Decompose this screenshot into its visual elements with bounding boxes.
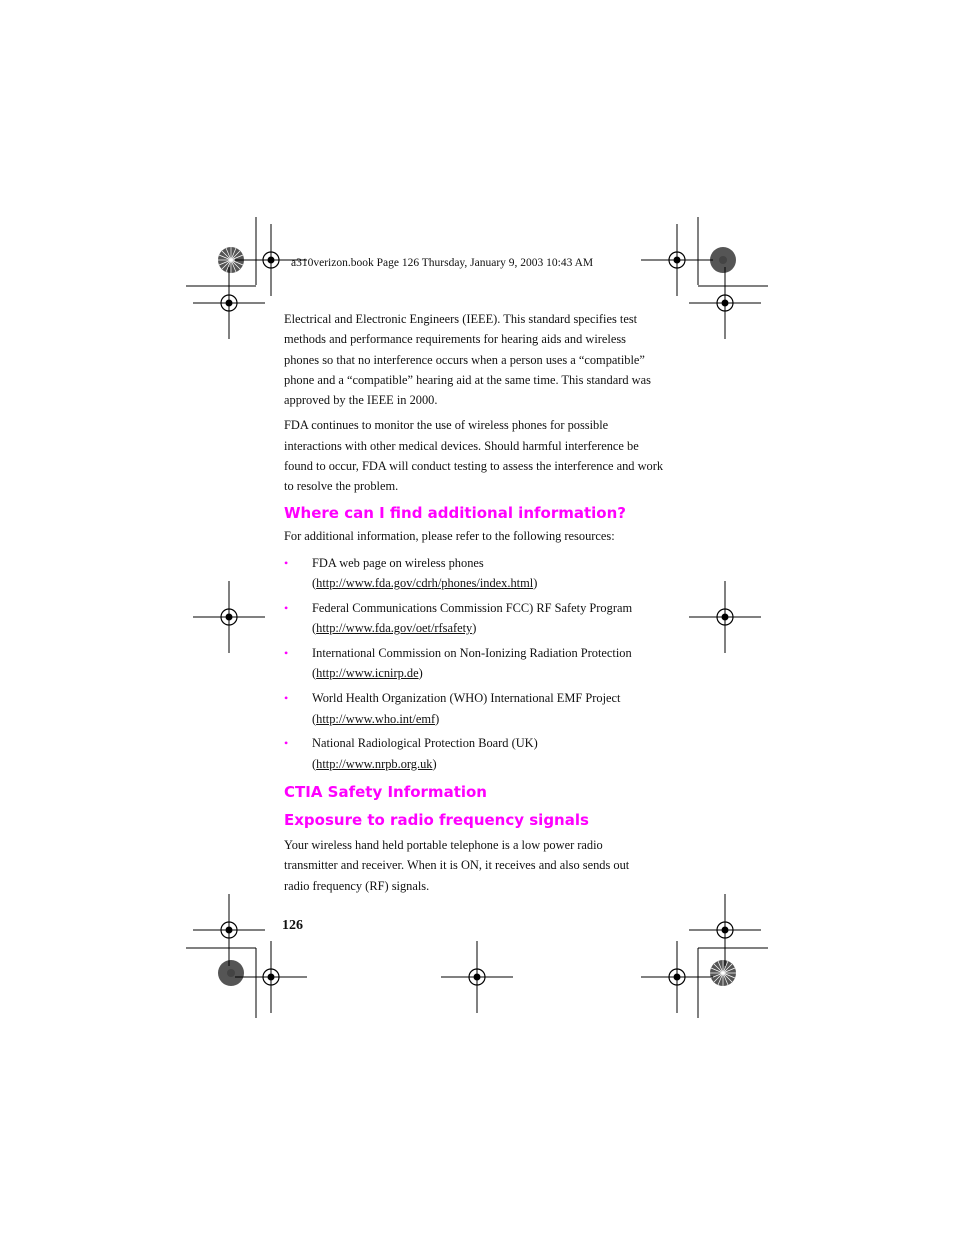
resource-link[interactable]: http://www.fda.gov/oet/rfsafety: [316, 621, 473, 636]
intro-paragraph-fda: FDA continues to monitor the use of wireless phones for possible interactions with other medical devices. Should harmful interference be found to occur, FDA will conduct testing to assess the interference and work to resolve the problem.: [284, 418, 664, 494]
resource-name: International Commission on Non-Ionizing Radiation Protection: [312, 646, 632, 661]
list-item: • Federal Communications Commission FCC) RF Safety Program (http://www.fda.gov/oet/rfsafety): [284, 598, 684, 639]
bullet-icon: •: [284, 691, 289, 706]
resource-name: Federal Communications Commission FCC) RF Safety Program: [312, 601, 633, 616]
registration-mark-icon: [689, 581, 761, 653]
resource-name: FDA web page on wireless phones: [312, 556, 484, 570]
color-bar-rosette-icon: [710, 247, 736, 273]
additional-intro: For additional information, please refer to the following resources:: [284, 529, 615, 543]
registration-mark-icon: [689, 894, 761, 966]
registration-mark-icon: [641, 941, 713, 1013]
intro-paragraph-ieee: Electrical and Electronic Engineers (IEEE). This standard specifies test methods and performance requirements for hearing aids and wireless phones so that no interference occurs when a person uses a “compatible” phone and a “compatible” hearing aid at the same time. This standard was approved by the IEEE in 2000.: [284, 312, 651, 408]
color-bar-rosette-icon: [710, 960, 736, 986]
list-item: • International Commission on Non-Ionizing Radiation Protection (http://www.icnirp.de): [284, 643, 684, 684]
registration-mark-icon: [689, 267, 761, 339]
color-bar-rosette-icon: [218, 960, 244, 986]
bullet-icon: •: [284, 556, 289, 570]
resource-link[interactable]: http://www.who.int/emf: [316, 711, 436, 726]
intro-text: [284, 309, 664, 497]
registration-mark-icon: [235, 941, 307, 1013]
resource-link[interactable]: http://www.icnirp.de: [316, 666, 419, 681]
heading-additional-information: Where can I find additional information?: [284, 504, 626, 522]
bullet-icon: •: [284, 601, 289, 616]
bullet-icon: •: [284, 646, 289, 661]
rf-paragraph: Your wireless hand held portable telephone is a low power radio transmitter and receiver. When it is ON, it receives and also sends out radio frequency (RF) signals.: [284, 838, 630, 893]
print-slug: a310verizon.book Page 126 Thursday, January 9, 2003 10:43 AM: [291, 257, 594, 269]
registration-mark-icon: [641, 224, 713, 296]
bullet-icon: •: [284, 736, 289, 751]
registration-mark-icon: [193, 581, 265, 653]
heading-rf-exposure: Exposure to radio frequency signals: [284, 811, 589, 829]
resource-link[interactable]: http://www.fda.gov/cdrh/phones/index.html: [316, 576, 534, 591]
registration-mark-icon: [193, 267, 265, 339]
list-item: • FDA web page on wireless phones (http://www.fda.gov/cdrh/phones/index.html): [284, 553, 684, 594]
list-item: • National Radiological Protection Board (UK) (http://www.nrpb.org.uk): [284, 733, 684, 774]
page-number: 126: [282, 918, 303, 933]
resource-list: [284, 553, 684, 778]
resource-name: World Health Organization (WHO) International EMF Project: [312, 691, 621, 706]
list-item: • World Health Organization (WHO) International EMF Project (http://www.who.int/emf): [284, 688, 684, 729]
resource-name: National Radiological Protection Board (UK): [312, 736, 538, 751]
registration-mark-icon: [193, 894, 265, 966]
heading-ctia-safety: CTIA Safety Information: [284, 783, 487, 801]
resource-link[interactable]: http://www.nrpb.org.uk: [316, 756, 433, 771]
registration-mark-icon: [441, 941, 513, 1013]
